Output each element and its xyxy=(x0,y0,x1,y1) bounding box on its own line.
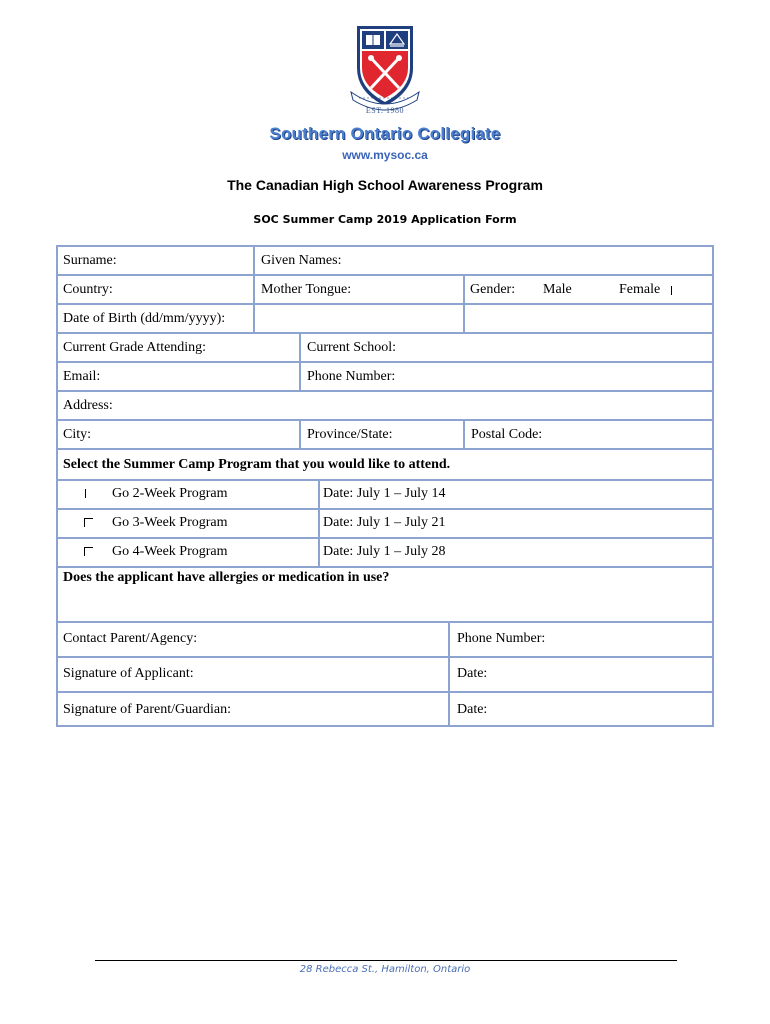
program-4-week-label: Go 4-Week Program xyxy=(112,544,228,559)
established-year: EST. 1980 xyxy=(365,106,405,115)
applicant-date-label: Date: xyxy=(457,666,488,681)
footer-address: 28 Rebecca St., Hamilton, Ontario xyxy=(299,964,471,975)
mother-tongue-label: Mother Tongue: xyxy=(261,282,352,297)
city-label: City: xyxy=(63,427,92,442)
given-names-label: Given Names: xyxy=(261,253,342,268)
parent-signature-label: Signature of Parent/Guardian: xyxy=(63,702,231,717)
program-2-week-checkbox[interactable] xyxy=(85,489,86,498)
website-url[interactable]: www.mysoc.ca xyxy=(342,148,428,162)
form-title: SOC Summer Camp 2019 Application Form xyxy=(253,213,517,226)
program-3-week-date: Date: July 1 – July 21 xyxy=(323,515,446,530)
email-label: Email: xyxy=(63,369,101,384)
application-form-table xyxy=(56,245,714,727)
gender-female-option[interactable]: Female xyxy=(619,282,661,297)
program-title: The Canadian High School Awareness Program xyxy=(227,177,543,193)
female-checkbox-icon[interactable] xyxy=(671,286,672,295)
program-4-week-checkbox[interactable] xyxy=(84,547,93,556)
program-2-week-date: Date: July 1 – July 14 xyxy=(323,486,446,501)
date-of-birth-label: Date of Birth (dd/mm/yyyy): xyxy=(63,311,226,326)
address-label: Address: xyxy=(63,398,113,413)
school-crest-logo xyxy=(349,22,421,114)
school-name: Southern Ontario Collegiate xyxy=(269,124,501,143)
allergies-question: Does the applicant have allergies or medication in use? xyxy=(63,570,390,585)
surname-label: Surname: xyxy=(63,253,117,268)
program-4-week-date: Date: July 1 – July 28 xyxy=(323,544,446,559)
parent-date-label: Date: xyxy=(457,702,488,717)
program-3-week-checkbox[interactable] xyxy=(84,518,93,527)
gender-label: Gender: xyxy=(470,282,516,297)
contact-parent-label: Contact Parent/Agency: xyxy=(63,631,198,646)
province-label: Province/State: xyxy=(307,427,393,442)
country-label: Country: xyxy=(63,282,113,297)
grade-label: Current Grade Attending: xyxy=(63,340,207,355)
gender-male-option[interactable]: Male xyxy=(543,282,572,297)
contact-phone-label: Phone Number: xyxy=(457,631,546,646)
program-2-week-label: Go 2-Week Program xyxy=(112,486,228,501)
current-school-label: Current School: xyxy=(307,340,397,355)
phone-label: Phone Number: xyxy=(307,369,396,384)
program-3-week-label: Go 3-Week Program xyxy=(112,515,228,530)
footer-divider xyxy=(95,960,677,961)
select-program-heading: Select the Summer Camp Program that you would like to attend. xyxy=(63,457,451,472)
postal-code-label: Postal Code: xyxy=(471,427,543,442)
applicant-signature-label: Signature of Applicant: xyxy=(63,666,194,681)
